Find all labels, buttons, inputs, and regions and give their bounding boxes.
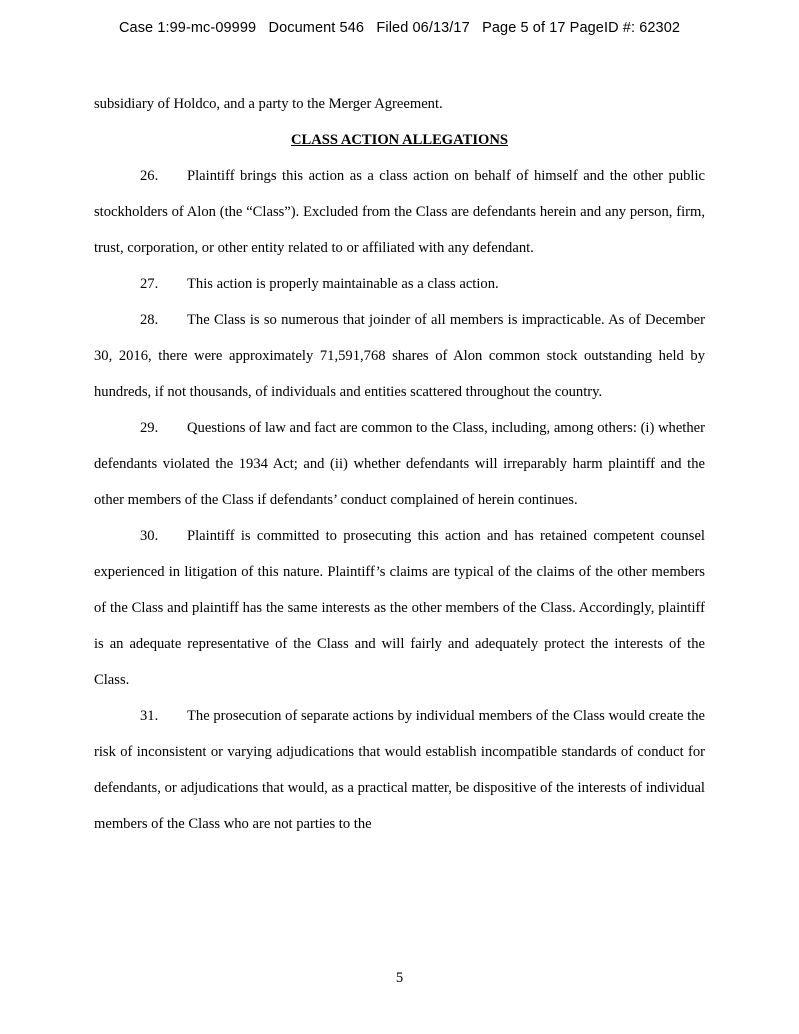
paragraph-text: Plaintiff is committed to prosecuting this action and has retained competent counsel experienced in litigation of this nature. Plaintiff’s claims are typical of the claims of the other members of the Class and plaintiff has the same interests as the other members of the Class. Accordingly, plaintiff is an adequate representative of the Class and will fairly and adequately protect the interests of the Class. xyxy=(94,528,705,688)
paragraph-27 xyxy=(94,266,705,302)
paragraph-text: This action is properly maintainable as a class action. xyxy=(187,276,499,292)
paragraph-number: 29. xyxy=(140,420,159,436)
paragraph-29 xyxy=(94,410,705,518)
paragraph-number: 28. xyxy=(140,312,159,328)
paragraph-31 xyxy=(94,698,705,842)
paragraph-text: The Class is so numerous that joinder of all members is impracticable. As of December 30, 2016, there were approximately 71,591,768 shares of Alon common stock outstanding held by hundreds, if not thousands, of individuals and entities scattered throughout the country. xyxy=(94,312,705,400)
paragraph-30 xyxy=(94,518,705,698)
paragraph-26 xyxy=(94,158,705,266)
paragraph-text: Questions of law and fact are common to the Class, including, among others: (i) whether defendants violated the 1934 Act; and (ii) whether defendants will irreparably harm plaintiff and the other members of the Class if defendants’ conduct complained of herein continues. xyxy=(94,420,705,508)
paragraph-text: The prosecution of separate actions by individual members of the Class would create the risk of inconsistent or varying adjudications that would establish incompatible standards of conduct for defendants, or adjudications that would, as a practical matter, be dispositive of the interests of individual members of the Class who are not parties to the xyxy=(94,708,705,832)
continuation-text: subsidiary of Holdco, and a party to the Merger Agreement. xyxy=(94,96,443,112)
paragraph-number: 30. xyxy=(140,528,159,544)
paragraph-number: 26. xyxy=(140,168,159,184)
page-number: 5 xyxy=(395,970,404,986)
section-heading: CLASS ACTION ALLEGATIONS xyxy=(290,132,509,148)
paragraph-28 xyxy=(94,302,705,410)
paragraph-number: 31. xyxy=(140,708,159,724)
paragraph-number: 27. xyxy=(140,276,159,292)
case-header: Case 1:99-mc-09999 Document 546 Filed 06/13/17 Page 5 of 17 PageID #: 62302 xyxy=(118,20,681,36)
paragraph-text: Plaintiff brings this action as a class action on behalf of himself and the other public stockholders of Alon (the “Class”). Excluded from the Class are defendants herein and any person, firm, trust, corporation, or other entity related to or affiliated with any defendant. xyxy=(94,168,705,256)
document-body xyxy=(94,86,705,842)
